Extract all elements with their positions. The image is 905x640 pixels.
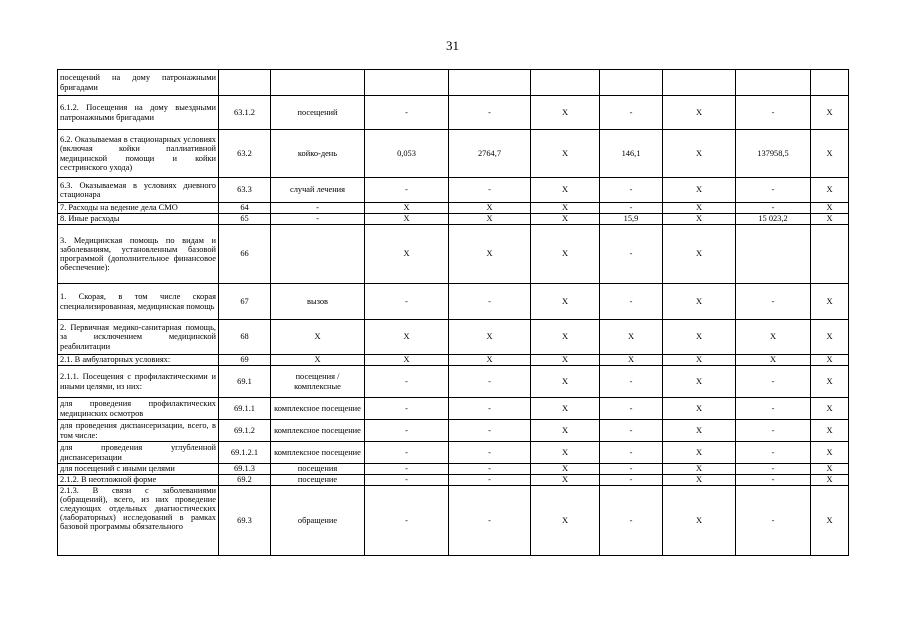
table-cell: 69.2 <box>219 475 271 486</box>
row-name-cell: 2.1.3. В связи с заболеваниями (обращений), всего, из них проведение следующих отдельных диагностических (лабораторных) исследований в рамках базовой программы обязательного <box>58 486 219 556</box>
table-cell: - <box>600 178 663 203</box>
table-row <box>58 355 849 366</box>
table-cell: X <box>811 284 849 320</box>
table-cell: - <box>736 96 811 130</box>
table-row <box>58 366 849 398</box>
table-cell <box>219 70 271 96</box>
table-cell: - <box>271 214 365 225</box>
table-row <box>58 398 849 420</box>
table-cell: 0,053 <box>365 130 449 178</box>
table-cell: X <box>663 214 736 225</box>
table-row <box>58 96 849 130</box>
table-cell: 15 023,2 <box>736 214 811 225</box>
table-cell: X <box>663 442 736 464</box>
table-cell: - <box>365 96 449 130</box>
table-cell: X <box>365 214 449 225</box>
row-name-cell: посещений на дому патронажными бригадами <box>58 70 219 96</box>
table-cell: - <box>449 464 531 475</box>
table-cell: - <box>736 284 811 320</box>
table-cell: - <box>600 366 663 398</box>
table-cell: X <box>531 464 600 475</box>
table-cell: X <box>663 96 736 130</box>
table-row <box>58 486 849 556</box>
table-cell: X <box>531 486 600 556</box>
table-cell: X <box>600 355 663 366</box>
table-cell: X <box>811 203 849 214</box>
table-cell: - <box>449 96 531 130</box>
table-cell: посещения / комплексные <box>271 366 365 398</box>
table-cell: X <box>663 178 736 203</box>
table-cell: X <box>663 475 736 486</box>
table-cell: X <box>811 96 849 130</box>
table-cell: посещение <box>271 475 365 486</box>
table-cell: X <box>663 486 736 556</box>
table-cell: 63.1.2 <box>219 96 271 130</box>
table-cell: 68 <box>219 320 271 355</box>
table-cell: X <box>531 203 600 214</box>
table-cell: 69.3 <box>219 486 271 556</box>
table-cell: X <box>811 464 849 475</box>
table-cell: X <box>811 442 849 464</box>
table-cell: койко-день <box>271 130 365 178</box>
table-cell: X <box>663 464 736 475</box>
table-row <box>58 203 849 214</box>
table-cell: X <box>736 320 811 355</box>
table-cell: 146,1 <box>600 130 663 178</box>
row-name-cell: 8. Иные расходы <box>58 214 219 225</box>
table-cell: X <box>811 486 849 556</box>
table-cell: комплексное посещение <box>271 420 365 442</box>
table-cell: X <box>663 225 736 284</box>
table-row <box>58 442 849 464</box>
table-cell: - <box>365 486 449 556</box>
table-cell: X <box>449 355 531 366</box>
table-cell: - <box>449 178 531 203</box>
table-cell: - <box>600 225 663 284</box>
table-cell: X <box>531 214 600 225</box>
table-cell: 67 <box>219 284 271 320</box>
table-row <box>58 130 849 178</box>
table-row <box>58 178 849 203</box>
row-name-cell: для проведения профилактических медицинских осмотров <box>58 398 219 420</box>
table-cell: X <box>663 130 736 178</box>
table-cell: X <box>531 225 600 284</box>
table-cell: - <box>736 178 811 203</box>
table-cell: - <box>736 203 811 214</box>
table-cell: X <box>531 355 600 366</box>
table-cell: - <box>365 284 449 320</box>
table-cell: X <box>449 203 531 214</box>
table-cell: X <box>811 355 849 366</box>
table-cell <box>271 70 365 96</box>
table-row <box>58 284 849 320</box>
table-cell: X <box>663 284 736 320</box>
table-cell: X <box>449 225 531 284</box>
table-cell: - <box>449 475 531 486</box>
table-cell: - <box>449 398 531 420</box>
table-cell: X <box>531 398 600 420</box>
table-cell: X <box>811 366 849 398</box>
row-name-cell: для проведения углубленной диспансеризации <box>58 442 219 464</box>
table-cell: X <box>449 320 531 355</box>
table-cell: X <box>811 214 849 225</box>
table-cell: - <box>600 475 663 486</box>
table-cell <box>736 225 811 284</box>
table-cell: X <box>663 398 736 420</box>
table-cell: X <box>531 178 600 203</box>
table-cell: - <box>600 398 663 420</box>
row-name-cell: 2.1.2. В неотложной форме <box>58 475 219 486</box>
table-cell: 69.1.2 <box>219 420 271 442</box>
table-row <box>58 214 849 225</box>
row-name-cell: 7. Расходы на ведение дела СМО <box>58 203 219 214</box>
table-cell: - <box>365 464 449 475</box>
table-cell: X <box>663 420 736 442</box>
table-cell: 2764,7 <box>449 130 531 178</box>
table-cell: X <box>531 475 600 486</box>
financing-table <box>57 69 849 556</box>
page-number: 31 <box>446 38 459 53</box>
table-cell: - <box>600 96 663 130</box>
table-cell: комплексное посещение <box>271 398 365 420</box>
table-cell: X <box>365 203 449 214</box>
row-name-cell: 1. Скорая, в том числе скорая специализированная, медицинская помощь <box>58 284 219 320</box>
table-cell <box>811 225 849 284</box>
table-cell: 137958,5 <box>736 130 811 178</box>
table-cell: X <box>811 130 849 178</box>
table-cell: комплексное посещение <box>271 442 365 464</box>
table-cell: - <box>365 366 449 398</box>
row-name-cell: 6.2. Оказываемая в стационарных условиях (включая койки паллиативной медицинской помощи и койки сестринского ухода) <box>58 130 219 178</box>
table-cell: X <box>736 355 811 366</box>
table-cell <box>736 70 811 96</box>
table-cell: случай лечения <box>271 178 365 203</box>
table-cell: X <box>271 355 365 366</box>
row-name-cell: 6.1.2. Посещения на дому выездными патронажными бригадами <box>58 96 219 130</box>
row-name-cell: 2.1. В амбулаторных условиях: <box>58 355 219 366</box>
row-name-cell: 3. Медицинская помощь по видам и заболеваниям, установленным базовой программой (дополнительное финансовое обеспечение): <box>58 225 219 284</box>
table-cell: 65 <box>219 214 271 225</box>
table-cell: 69.1.1 <box>219 398 271 420</box>
table-cell: X <box>365 320 449 355</box>
table-cell: X <box>449 214 531 225</box>
table-cell: - <box>736 486 811 556</box>
table-cell: X <box>663 355 736 366</box>
table-cell: 69 <box>219 355 271 366</box>
table-cell: - <box>736 366 811 398</box>
table-cell: X <box>811 320 849 355</box>
table-cell: X <box>663 320 736 355</box>
table-cell: - <box>736 398 811 420</box>
table-cell: - <box>600 203 663 214</box>
table-cell <box>663 70 736 96</box>
table-cell: 66 <box>219 225 271 284</box>
table-cell: 64 <box>219 203 271 214</box>
table-cell: - <box>271 203 365 214</box>
table-row <box>58 225 849 284</box>
table-cell: X <box>365 355 449 366</box>
table-cell: - <box>600 486 663 556</box>
row-name-cell: 2.1.1. Посещения с профилактическими и иными целями, из них: <box>58 366 219 398</box>
table-cell: 63.2 <box>219 130 271 178</box>
table-cell <box>271 225 365 284</box>
table-cell: 69.1.3 <box>219 464 271 475</box>
table-row <box>58 464 849 475</box>
table-cell: X <box>600 320 663 355</box>
row-name-cell: для посещений с иными целями <box>58 464 219 475</box>
table-cell: - <box>600 284 663 320</box>
table-cell: X <box>663 203 736 214</box>
table-cell: X <box>811 475 849 486</box>
table-cell: X <box>663 366 736 398</box>
table-row <box>58 70 849 96</box>
table-cell: обращение <box>271 486 365 556</box>
table-cell: X <box>531 284 600 320</box>
table-cell: посещений <box>271 96 365 130</box>
table-cell: - <box>365 420 449 442</box>
table-cell <box>531 70 600 96</box>
table-cell: - <box>365 398 449 420</box>
table-cell: 69.1.2.1 <box>219 442 271 464</box>
table-cell: X <box>271 320 365 355</box>
table-cell: X <box>531 366 600 398</box>
table-cell: 15,9 <box>600 214 663 225</box>
table-cell: - <box>736 420 811 442</box>
table-cell: - <box>449 366 531 398</box>
table-cell <box>811 70 849 96</box>
table-cell: X <box>531 442 600 464</box>
table-cell: X <box>531 130 600 178</box>
table-cell: - <box>365 475 449 486</box>
table-cell <box>449 70 531 96</box>
table-row <box>58 420 849 442</box>
table-cell: посещения <box>271 464 365 475</box>
table-cell: X <box>531 96 600 130</box>
table-cell: X <box>811 178 849 203</box>
table-cell: - <box>449 442 531 464</box>
table-cell: X <box>365 225 449 284</box>
table-cell: - <box>449 284 531 320</box>
table-cell: - <box>736 442 811 464</box>
table-cell <box>600 70 663 96</box>
table-cell: X <box>531 420 600 442</box>
table-cell: 69.1 <box>219 366 271 398</box>
table-row <box>58 475 849 486</box>
table-cell: X <box>811 420 849 442</box>
table-cell: - <box>449 486 531 556</box>
table-cell: X <box>811 398 849 420</box>
table-cell: - <box>365 178 449 203</box>
table-cell: - <box>736 475 811 486</box>
table-cell: 63.3 <box>219 178 271 203</box>
row-name-cell: для проведения диспансеризации, всего, в том числе: <box>58 420 219 442</box>
table-row <box>58 320 849 355</box>
table-cell: - <box>449 420 531 442</box>
table-cell <box>365 70 449 96</box>
table-cell: - <box>600 464 663 475</box>
table-cell: X <box>531 320 600 355</box>
table-cell: - <box>600 420 663 442</box>
table-cell: - <box>736 464 811 475</box>
row-name-cell: 2. Первичная медико-санитарная помощь, за исключением медицинской реабилитации <box>58 320 219 355</box>
row-name-cell: 6.3. Оказываемая в условиях дневного стационара <box>58 178 219 203</box>
table-cell: - <box>600 442 663 464</box>
table-cell: вызов <box>271 284 365 320</box>
table-cell: - <box>365 442 449 464</box>
